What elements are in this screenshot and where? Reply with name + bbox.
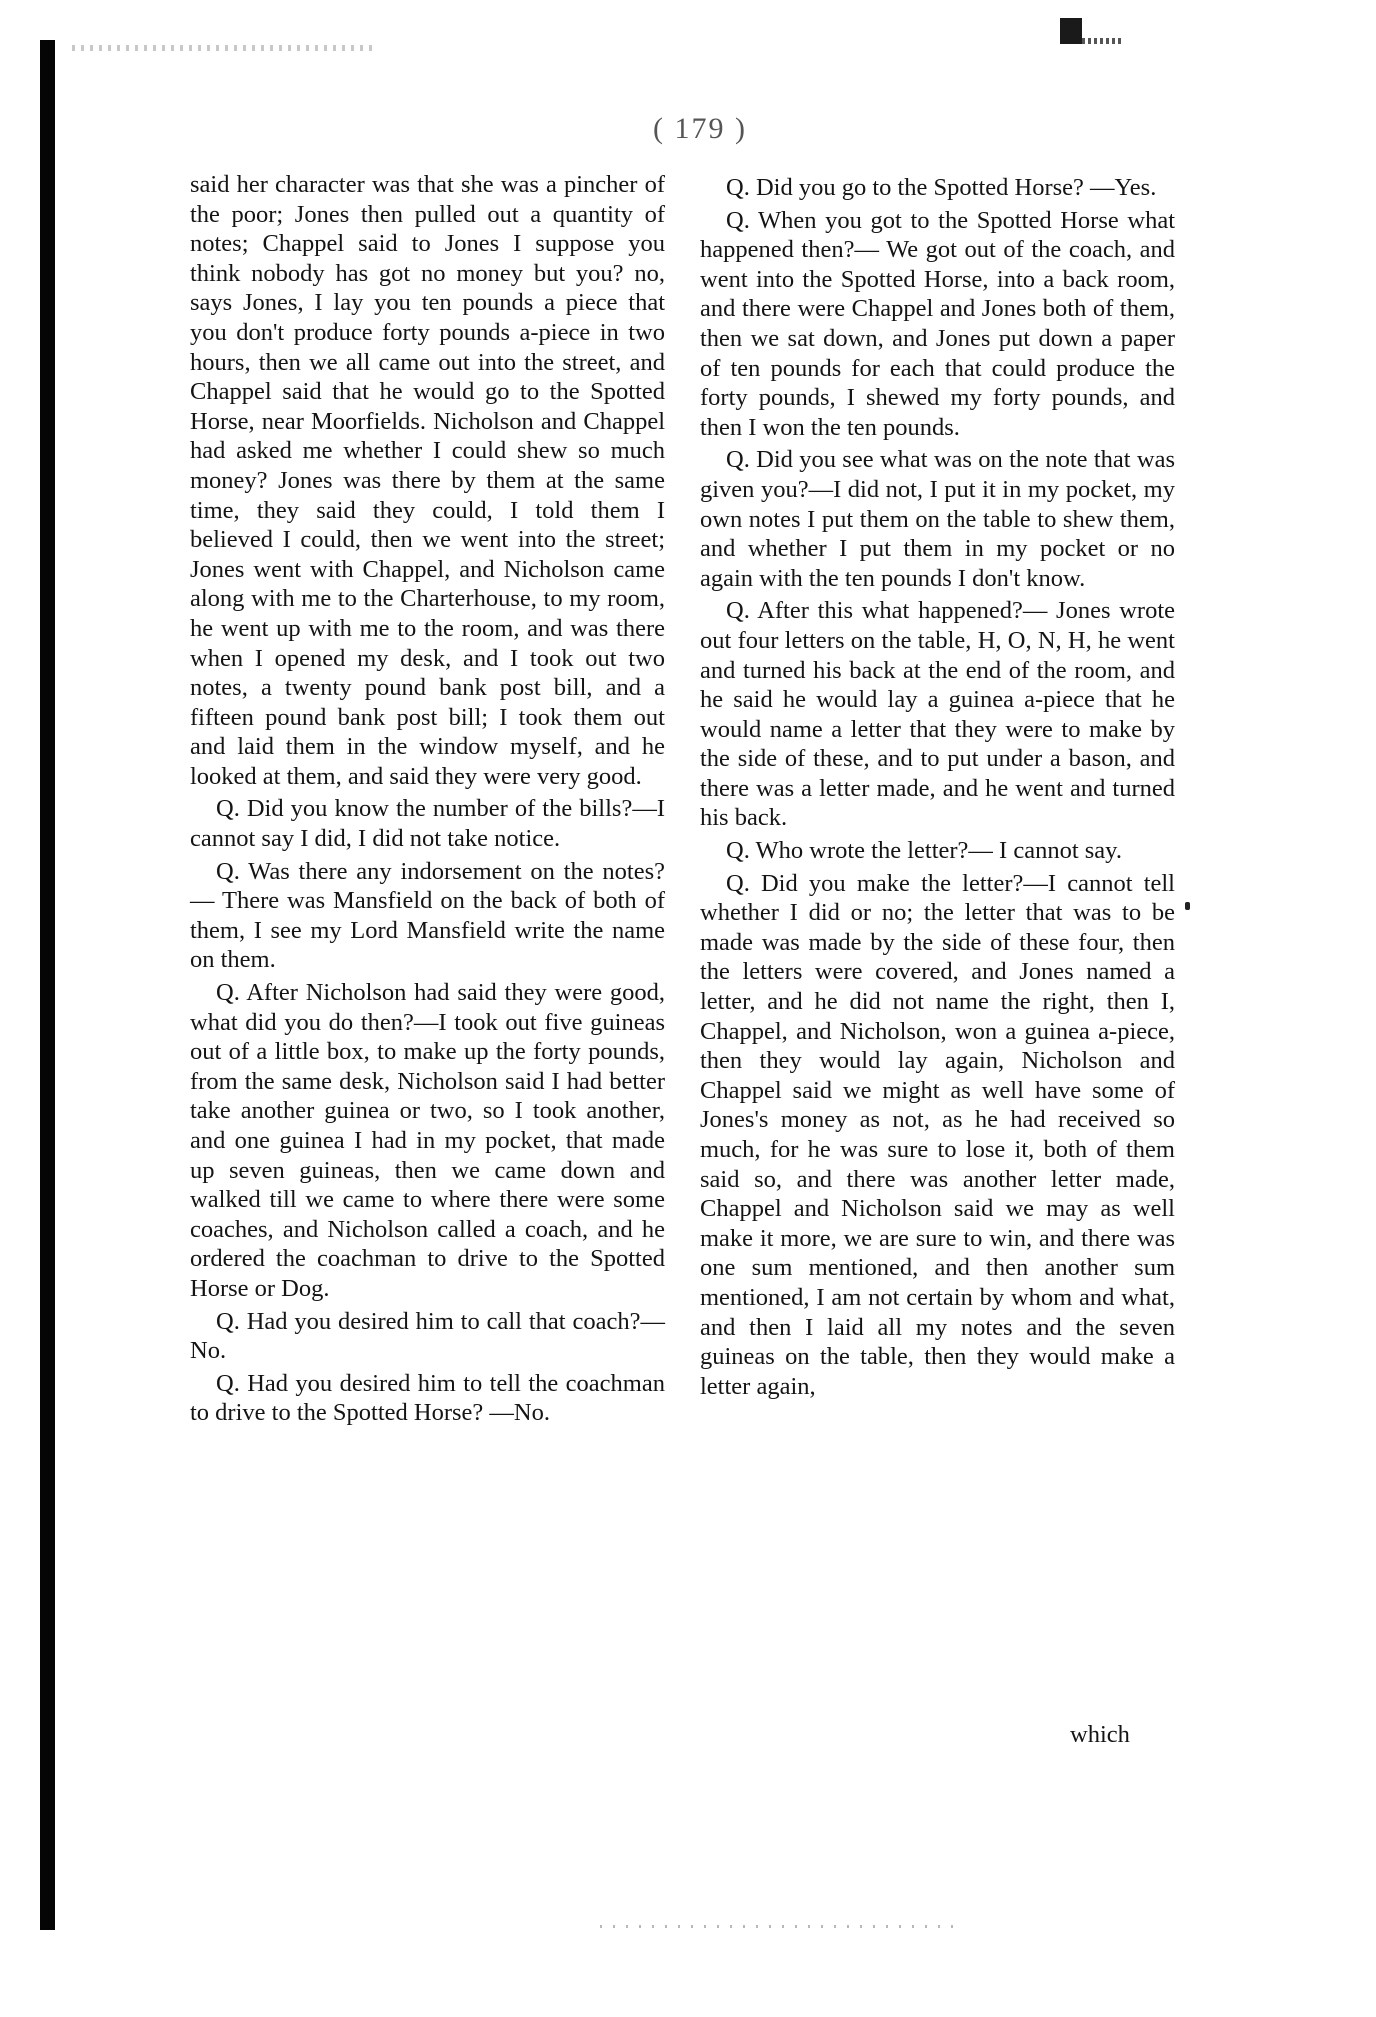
scan-noise: [72, 45, 372, 51]
left-column: [190, 170, 665, 1428]
question-paragraph: Q. Had you desired him to tell the coachman to drive to the Spotted Horse? —No.: [190, 1369, 665, 1427]
question-paragraph: Q. Who wrote the letter?— I cannot say.: [726, 837, 1122, 865]
bottom-scan-noise: [600, 1925, 960, 1928]
binding-shadow: [40, 40, 55, 1930]
paragraph: said her character was that she was a pincher of the poor; Jones then pulled out a quantity of notes; Chappel said to Jones I suppose you think nobody has got no money but you? no, says Jones, I lay you ten pounds a piece that you don't produce forty pounds a-piece in two hours, then we all came out into the street, and Chappel said that he would go to the Spotted Horse, near Moorfields. Nicholson and Chappel had asked me whether I could shew so much money? Jones was there by them at the same time, they said they could, I told them I believed I could, then we went into the street; Jones went with Chappel, and Nicholson came along with me to the Charterhouse, to my room, he went up with me to the room, and was there when I opened my desk, and I took out two notes, a twenty pound bank post bill, and a fifteen pound bank post bill; I took them out and laid them in the window myself, and he looked at them, and said they were very good.: [190, 171, 665, 790]
question-paragraph: Q. After this what happened?— Jones wrote out four letters on the table, H, O, N, H, he went and turned his back at the end of the room, and he said he would lay a guinea a-piece that he would name a letter that they were to make by the side of these, and to put under a bason, and there was a letter made, and he went and turned his back.: [700, 597, 1175, 832]
question-paragraph: Q. Did you know the number of the bills?—I cannot say I did, I did not take notice.: [190, 795, 665, 853]
scan-artifact-2: [1082, 38, 1122, 44]
question-paragraph: Q. After Nicholson had said they were good, what did you do then?—I took out five guineas out of a little box, to make up the forty pounds, from the same desk, Nicholson said I had better take another guinea or two, so I took another, and one guinea I had in my pocket, that made up seven guineas, then we came down and walked till we came to where there were some coaches, and Nicholson called a coach, and he ordered the coachman to drive to the Spotted Horse or Dog.: [190, 979, 665, 1302]
question-paragraph: Q. Had you desired him to call that coach?—No.: [190, 1307, 665, 1365]
right-column: [700, 170, 1175, 1401]
catchword: which: [1070, 1721, 1130, 1748]
question-paragraph: Q. Did you see what was on the note that was given you?—I did not, I put it in my pocket, my own notes I put them on the table to shew them, and whether I put them in my pocket or no again with the ten pounds I don't know.: [700, 446, 1175, 592]
question-paragraph: Q. Did you go to the Spotted Horse? —Yes.: [726, 174, 1157, 201]
question-paragraph: Q. When you got to the Spotted Horse what happened then?— We got out of the coach, and went into the Spotted Horse, into a back room, and there were Chappel and Jones both of them, then we sat down, and Jones put down a paper of ten pounds for each that could produce the forty pounds, I shewed my forty pounds, and then I won the ten pounds.: [700, 206, 1175, 441]
ink-spot: [1185, 902, 1190, 910]
scan-artifact: [1060, 18, 1082, 44]
question-paragraph: Q. Was there any indorsement on the notes?— There was Mansfield on the back of both of them, I see my Lord Mansfield write the name on them.: [190, 857, 665, 974]
question-paragraph: Q. Did you make the letter?—I cannot tell whether I did or no; the letter that was to be made was made by the side of these four, then the letters were covered, and Jones named a letter, and he did not name the right, then I, Chappel, and Nicholson, won a guinea a-piece, then they would lay again, Nicholson and Chappel said we might as well have some of Jones's money as not, as he had received so much, for he was sure to lose it, both of them said so, and there was another letter made, Chappel and Nicholson said we may as well make it more, we are sure to win, and there was one sum mentioned, and then another sum mentioned, I am not certain by whom and what, and then I laid all my notes and the seven guineas on the table, then they would make a letter again,: [700, 869, 1175, 1400]
page-number: ( 179 ): [653, 112, 747, 145]
